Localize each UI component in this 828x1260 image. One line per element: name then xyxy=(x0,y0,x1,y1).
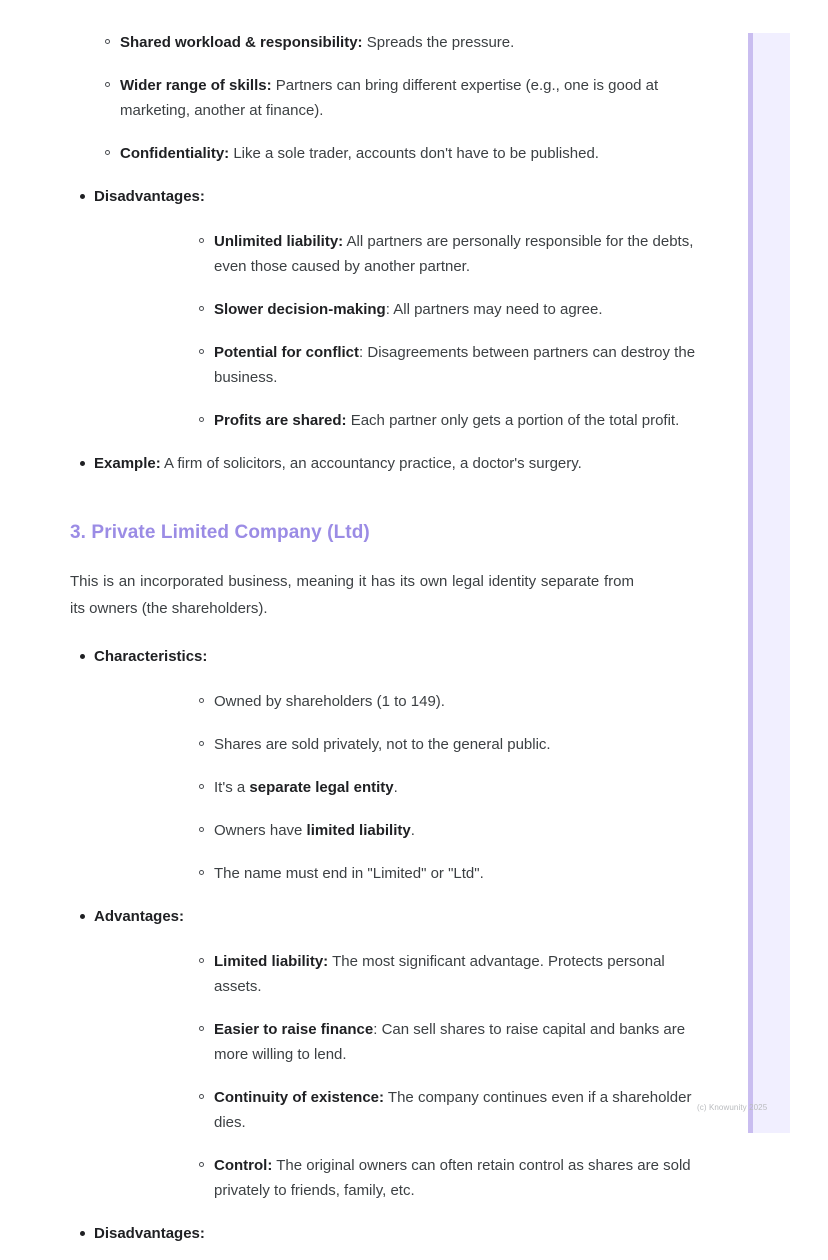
text-after-emphasis: . xyxy=(410,822,415,839)
partnership-advantages-list xyxy=(0,30,700,166)
term-description: Spreads the pressure. xyxy=(362,34,515,51)
term-punctuation: : xyxy=(373,1021,378,1038)
term-description: All partners may need to agree. xyxy=(389,301,603,318)
term-label: Example: xyxy=(94,455,161,472)
copyright-watermark: (c) Knowunity 2025 xyxy=(697,1103,768,1112)
term-label: Control: xyxy=(214,1157,273,1174)
list-item xyxy=(94,408,700,433)
term-description: Each partner only gets a portion of the total profit. xyxy=(346,412,680,429)
partnership-disadvantages-section xyxy=(0,184,700,476)
spacer xyxy=(0,490,700,520)
term-label: Unlimited liability: xyxy=(214,233,344,250)
term-label: Potential for conflict xyxy=(214,344,360,361)
text-before-emphasis: Owners have xyxy=(214,822,307,839)
list-item xyxy=(94,1153,700,1203)
list-item xyxy=(0,644,700,886)
text-before-emphasis: The name must end in "Limited" or "Ltd". xyxy=(214,865,484,882)
list-item xyxy=(94,732,700,757)
term-description: The company continues even if a shareholder dies. xyxy=(214,1089,692,1131)
partnership-advantages-section xyxy=(0,30,700,166)
text-before-emphasis: Owned by shareholders (1 to 149). xyxy=(214,693,445,710)
term-label: Easier to raise finance xyxy=(214,1021,374,1038)
list-item xyxy=(94,229,700,279)
ltd-disadvantages-group xyxy=(0,1221,700,1246)
term-description: The most significant advantage. Protects personal assets. xyxy=(214,953,665,995)
ltd-advantages-section xyxy=(0,904,700,1203)
text-after-emphasis: . xyxy=(393,779,398,796)
term-description: A firm of solicitors, an accountancy practice, a doctor's surgery. xyxy=(160,455,582,472)
text-before-emphasis: Shares are sold privately, not to the general public. xyxy=(214,736,551,753)
term-punctuation: : xyxy=(359,344,364,361)
emphasis-text: limited liability xyxy=(306,822,411,839)
group-heading: Disadvantages: xyxy=(94,188,205,205)
emphasis-text: separate legal entity xyxy=(249,779,394,796)
spacer xyxy=(0,622,700,644)
partnership-disadvantages-list xyxy=(94,229,700,433)
page-title: 3. Private Limited Company (Ltd) xyxy=(70,522,370,543)
term-label: Slower decision-making xyxy=(214,301,386,318)
spacer xyxy=(0,546,700,568)
list-item xyxy=(94,949,700,999)
text-before-emphasis: It's a xyxy=(214,779,250,796)
list-item xyxy=(94,1017,700,1067)
list-item xyxy=(94,689,700,714)
list-item xyxy=(0,30,700,55)
term-punctuation: : xyxy=(385,301,390,318)
ltd-characteristics-group xyxy=(0,644,700,886)
term-description: Disagreements between partners can destroy the business. xyxy=(214,344,696,386)
list-item xyxy=(0,141,700,166)
ltd-advantages-list xyxy=(94,949,700,1203)
term-description: Like a sole trader, accounts don't have to be published. xyxy=(229,145,599,162)
group-heading: Characteristics: xyxy=(94,648,208,665)
list-item xyxy=(0,184,700,433)
list-item xyxy=(94,861,700,886)
ltd-characteristics-list xyxy=(94,689,700,886)
partnership-disadvantages-group xyxy=(0,184,700,476)
term-label: Continuity of existence: xyxy=(214,1089,385,1106)
term-label: Profits are shared: xyxy=(214,412,347,429)
group-heading: Advantages: xyxy=(94,908,185,925)
term-description: Can sell shares to raise capital and banks are more willing to lend. xyxy=(214,1021,686,1063)
ltd-disadvantages-section xyxy=(0,1221,700,1246)
intro-paragraph: This is an incorporated business, meaning it has its own legal identity separate from its owners (the shareholders). xyxy=(70,573,634,617)
term-description: All partners are personally responsible for the debts, even those caused by another partner. xyxy=(214,233,694,275)
term-label: Confidentiality: xyxy=(120,145,230,162)
list-item xyxy=(0,73,700,123)
ltd-characteristics-section xyxy=(0,644,700,886)
list-item xyxy=(94,1085,700,1135)
page-edge-decoration xyxy=(748,33,790,1133)
list-item xyxy=(0,451,700,476)
sub-list-container xyxy=(94,949,700,1203)
list-item xyxy=(94,340,700,390)
ltd-advantages-group xyxy=(0,904,700,1203)
list-item xyxy=(0,1221,700,1246)
list-item xyxy=(94,775,700,800)
term-description: The original owners can often retain control as shares are sold privately to friends, family, etc. xyxy=(214,1157,691,1199)
term-label: Wider range of skills: xyxy=(120,77,272,94)
term-label: Shared workload & responsibility: xyxy=(120,34,363,51)
term-label: Limited liability: xyxy=(214,953,329,970)
sub-list-container xyxy=(94,689,700,886)
group-heading: Disadvantages: xyxy=(94,1225,205,1242)
list-item xyxy=(0,904,700,1203)
list-item xyxy=(94,818,700,843)
sub-list-container xyxy=(94,229,700,433)
list-item xyxy=(94,297,700,322)
term-description: Partners can bring different expertise (e.g., one is good at marketing, another at finance). xyxy=(120,77,659,119)
